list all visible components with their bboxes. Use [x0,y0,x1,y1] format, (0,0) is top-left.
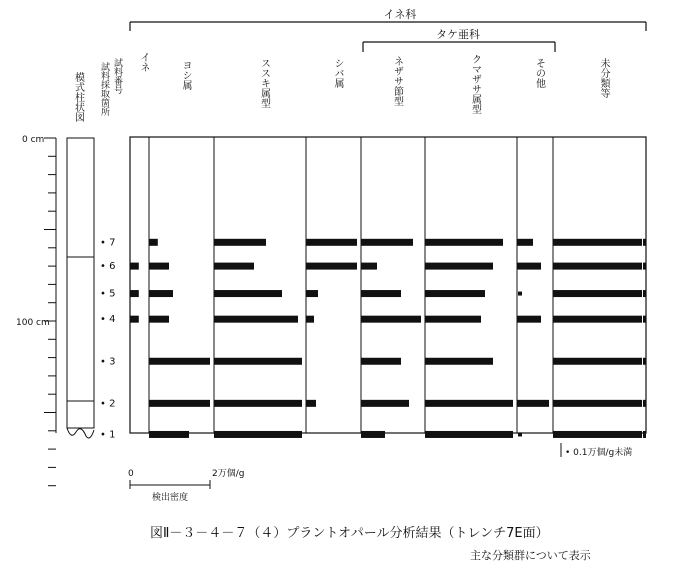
panel-frame [130,137,646,433]
bar [425,316,481,323]
bar [149,316,169,323]
figure-subcaption: 主な分類群について表示 [470,549,591,562]
sample-label: • 7 [100,237,116,249]
bar [517,400,549,407]
series-header: イネ [138,52,149,72]
bar [149,290,173,297]
bar-overflow-mark [643,358,646,365]
series-header: ススキ属型 [258,58,270,108]
bar [517,316,541,323]
bar [149,239,158,246]
bar [517,263,541,270]
bar [553,316,642,323]
sample-label: • 5 [100,288,116,300]
header-sample-no: 試料番号 [112,58,122,94]
depth-tick-label-100: 100 cm [16,318,50,328]
bar [361,263,377,270]
group-label-take-aka: タケ亜科 [436,28,480,41]
bar [361,431,385,438]
header-depth-position: 試料採取箇所 [99,62,109,116]
bar [130,316,139,323]
bar [306,263,357,270]
bar [130,290,139,297]
bar [517,239,533,246]
scale-caption: 検出密度 [152,493,189,503]
sample-label: • 1 [100,429,116,441]
stratigraphic-column [67,138,94,438]
bar [361,316,421,323]
scale-max-label: 2万個/g [212,469,245,479]
bar [149,263,169,270]
bar [553,358,642,365]
group-bracket-ine-ka [130,7,646,31]
legend-note-text: • 0.1万個/g未満 [565,448,633,458]
series-header: その他 [533,58,545,88]
sample-label: • 6 [100,261,116,273]
bar [149,431,189,438]
bar [214,239,266,246]
bar [425,400,513,407]
series-header: 未分類等 [598,58,609,98]
bar [361,400,409,407]
series-header: クマザサ属型 [469,54,481,114]
bar [214,290,282,297]
bar [306,290,318,297]
scale-bar [128,467,244,503]
bar-overflow-mark [643,239,646,246]
trace-marker [518,432,522,436]
bar [553,239,642,246]
bar [130,263,139,270]
bar-overflow-mark [643,263,646,270]
bar [214,263,254,270]
bar [361,358,401,365]
bar [214,431,302,438]
bar [425,358,493,365]
bar [214,358,302,365]
sample-label: • 4 [100,314,116,326]
trace-marker [518,292,522,296]
bar-overflow-mark [643,290,646,297]
group-label-ine-ka: イネ科 [383,8,417,21]
bar [553,431,642,438]
bar [149,400,210,407]
series-header: ヨシ属 [180,60,191,90]
bar [425,239,503,246]
bar [214,400,302,407]
legend-note [561,443,632,458]
bar-overflow-mark [643,400,646,407]
figure-caption: 図Ⅱ－３－４－７（４）プラントオパール分析結果（トレンチ7E面） [150,526,549,541]
depth-axis [16,135,56,486]
series-header: ネザサ節型 [391,56,403,106]
bar [425,290,485,297]
bar [306,239,357,246]
depth-tick-label-0: 0 cm [22,135,45,145]
bar [306,316,314,323]
bar [425,431,513,438]
bar [306,400,316,407]
bar-overflow-mark [643,316,646,323]
bar [553,290,642,297]
sample-label: • 3 [100,356,116,368]
bar [361,239,413,246]
group-bracket-take-aka [363,27,555,52]
bar [214,316,298,323]
bar [361,290,401,297]
bar-overflow-mark [643,431,646,438]
bar [553,263,642,270]
bar [149,358,210,365]
sample-label: • 2 [100,398,116,410]
bar [553,400,642,407]
series-header: シバ属 [332,58,343,88]
bar [425,263,493,270]
header-column-diagram: 模式柱状図 [72,72,84,122]
scale-zero-label: 0 [128,469,134,479]
